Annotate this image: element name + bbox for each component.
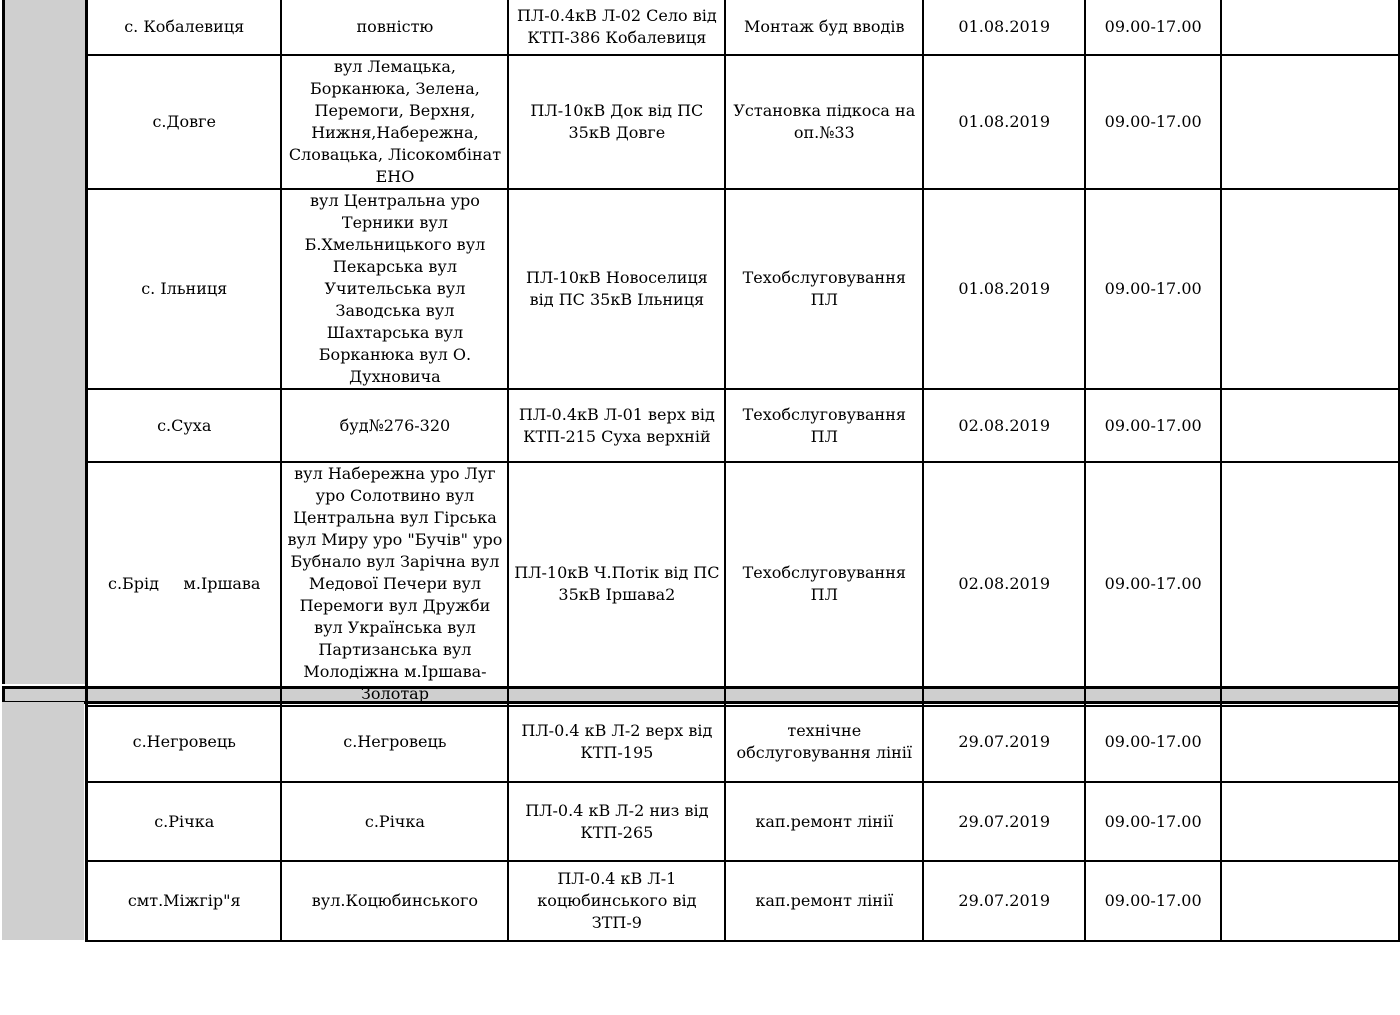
line-cell: ПЛ-0.4кВ Л-01 верх від КТП-215 Суха верхній [508,389,725,462]
table-row [87,462,1400,706]
note-cell [1221,462,1399,706]
work-cell: кап.ремонт лінії [725,782,923,861]
note-cell [1221,782,1399,861]
date-cell: 02.08.2019 [923,462,1085,706]
streets-cell: буд№276-320 [281,389,508,462]
time-cell: 09.00-17.00 [1085,189,1221,389]
settlement-name: м.Іршава [183,574,261,593]
streets-cell: повністю [281,0,508,55]
line-cell: ПЛ-10кВ Ч.Потік від ПС 35кВ Іршава2 [508,462,725,706]
note-cell [1221,702,1399,782]
settlement-cell [87,462,282,706]
time-cell: 09.00-17.00 [1085,462,1221,706]
settlement-cell: с.Річка [87,782,282,861]
line-cell: ПЛ-0.4 кВ Л-2 низ від КТП-265 [508,782,725,861]
date-cell: 01.08.2019 [923,189,1085,389]
streets-cell: вул Центральна уро Терники вул Б.Хмельницького вул Пекарська вул Учительська вул Заводська вул Шахтарська вул Борканюка вул О. Духновича [281,189,508,389]
date-cell: 29.07.2019 [923,782,1085,861]
table-row [87,0,1400,55]
line-cell: ПЛ-0.4 кВ Л-1 коцюбинського від ЗТП-9 [508,861,725,941]
note-cell [1221,189,1399,389]
settlement-cell: с.Негровець [87,702,282,782]
note-cell [1221,0,1399,55]
time-cell: 09.00-17.00 [1085,702,1221,782]
group-column-top [2,0,87,684]
time-cell: 09.00-17.00 [1085,55,1221,189]
work-cell: Монтаж буд вводів [725,0,923,55]
date-cell: 29.07.2019 [923,702,1085,782]
table-row [87,861,1400,941]
time-cell: 09.00-17.00 [1085,0,1221,55]
table-row [87,389,1400,462]
outage-table-bottom [85,701,1400,942]
settlement-cell: с.Довге [87,55,282,189]
streets-cell: вул.Коцюбинського [281,861,508,941]
line-cell: ПЛ-10кВ Док від ПС 35кВ Довге [508,55,725,189]
note-cell [1221,55,1399,189]
line-cell: ПЛ-0.4 кВ Л-2 верх від КТП-195 [508,702,725,782]
work-cell: кап.ремонт лінії [725,861,923,941]
work-cell: Установка підкоса на оп.№33 [725,55,923,189]
table-row [87,55,1400,189]
date-cell: 01.08.2019 [923,0,1085,55]
table-row [87,782,1400,861]
settlement-cell: смт.Міжгір"я [87,861,282,941]
date-cell: 02.08.2019 [923,389,1085,462]
work-cell: Техобслуговування ПЛ [725,389,923,462]
time-cell: 09.00-17.00 [1085,389,1221,462]
streets-cell: с.Річка [281,782,508,861]
time-cell: 09.00-17.00 [1085,782,1221,861]
streets-cell: вул Набережна уро Луг уро Солотвино вул Центральна вул Гірська вул Миру уро "Бучів" уро Бубнало вул Зарічна вул Медової Печери вул Перемоги вул Дружби вул Українська вул Партизанська вул Молодіжна м.Іршава-Золотар [281,462,508,706]
settlement-name: с.Брід [108,574,160,593]
work-cell: технічне обслуговування лінії [725,702,923,782]
group-column-bottom [2,702,84,940]
streets-cell: с.Негровець [281,702,508,782]
work-cell: Техобслуговування ПЛ [725,462,923,706]
settlement-cell: с. Ільниця [87,189,282,389]
date-cell: 29.07.2019 [923,861,1085,941]
line-cell: ПЛ-10кВ Новоселиця від ПС 35кВ Ільниця [508,189,725,389]
settlement-cell: с. Кобалевиця [87,0,282,55]
line-cell: ПЛ-0.4кВ Л-02 Село від КТП-386 Кобалевиця [508,0,725,55]
note-cell [1221,861,1399,941]
streets-cell: вул Лемацька, Борканюка, Зелена, Перемоги, Верхня, Нижня,Набережна, Словацька, Лісокомбінат ЕНО [281,55,508,189]
settlement-cell: с.Суха [87,389,282,462]
table-row [87,189,1400,389]
work-cell: Техобслуговування ПЛ [725,189,923,389]
outage-table-top [85,0,1400,707]
time-cell: 09.00-17.00 [1085,861,1221,941]
note-cell [1221,389,1399,462]
date-cell: 01.08.2019 [923,55,1085,189]
table-row [87,702,1400,782]
